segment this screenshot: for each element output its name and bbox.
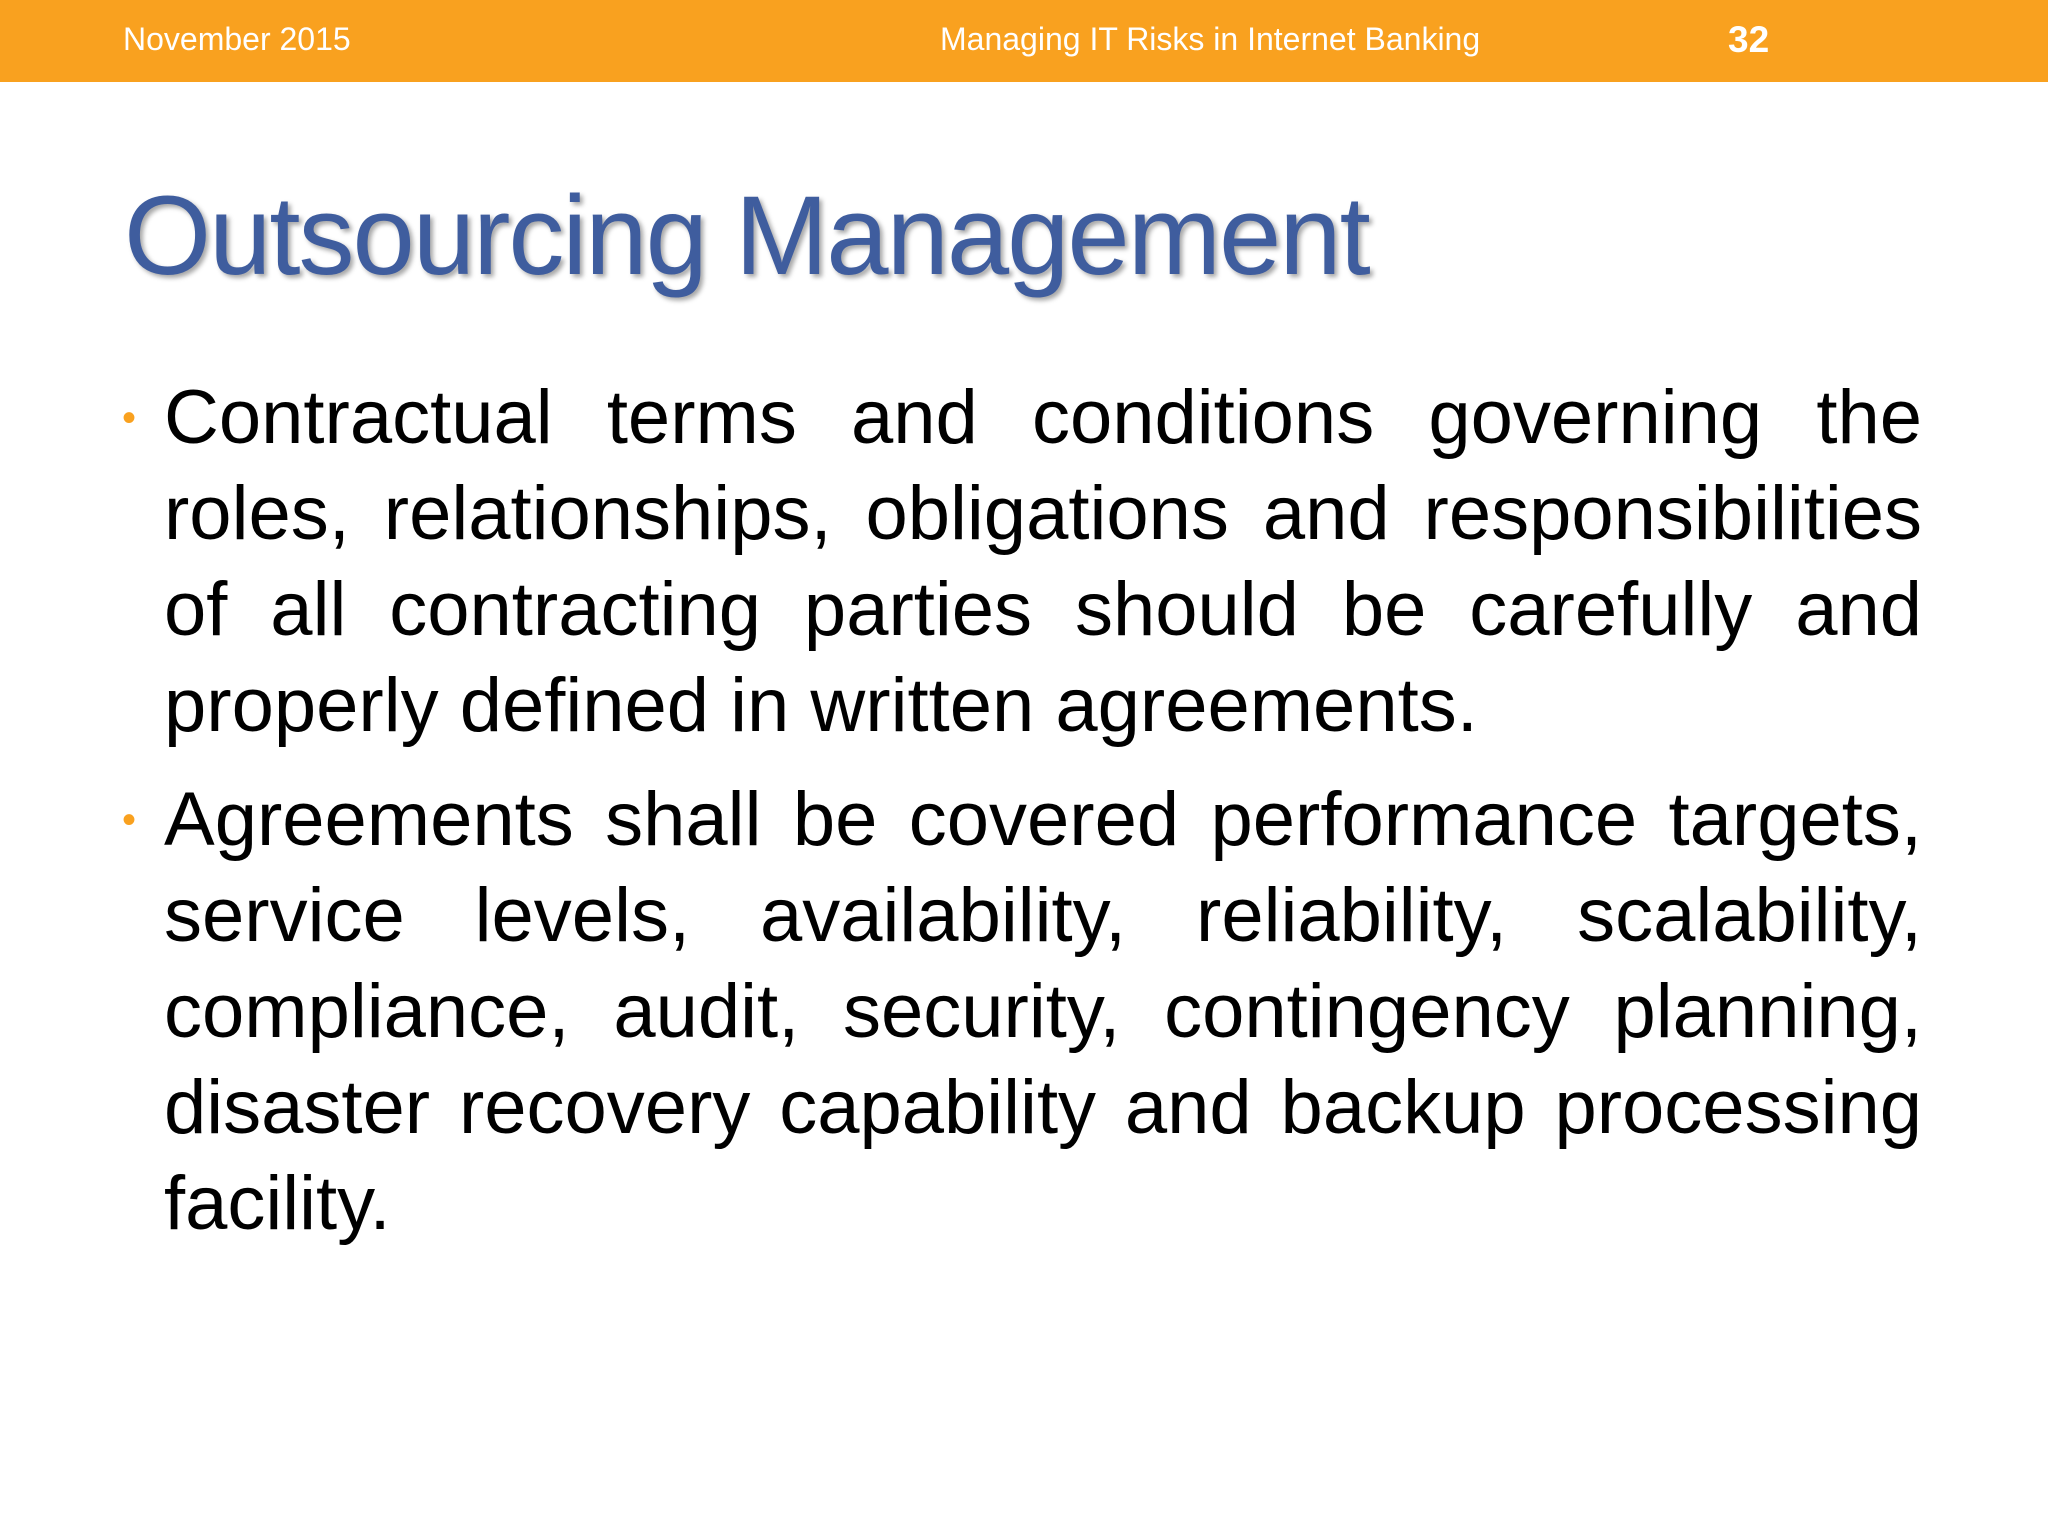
bullet-text: Agreements shall be covered performance targets, service levels, availability, reliability, scalability, compliance, audit, security, contingency planning, disaster recovery capability and backup processing facility. [164,777,1922,1246]
bullet-item [118,370,1922,754]
slide-title: Outsourcing Management [124,173,1369,298]
header-topic: Managing IT Risks in Internet Banking [940,21,1481,57]
bullet-dot-icon: • [122,798,137,842]
bullet-list [118,370,1922,1270]
header-bar [0,0,2048,82]
header-date: November 2015 [123,21,351,57]
page-number: 32 [1728,19,1770,60]
bullet-item [118,772,1922,1252]
bullet-dot-icon: • [122,396,137,440]
bullet-text: Contractual terms and conditions governing the roles, relationships, obligations and responsibilities of all contracting parties should be carefully and properly defined in written agreements. [164,375,1922,748]
